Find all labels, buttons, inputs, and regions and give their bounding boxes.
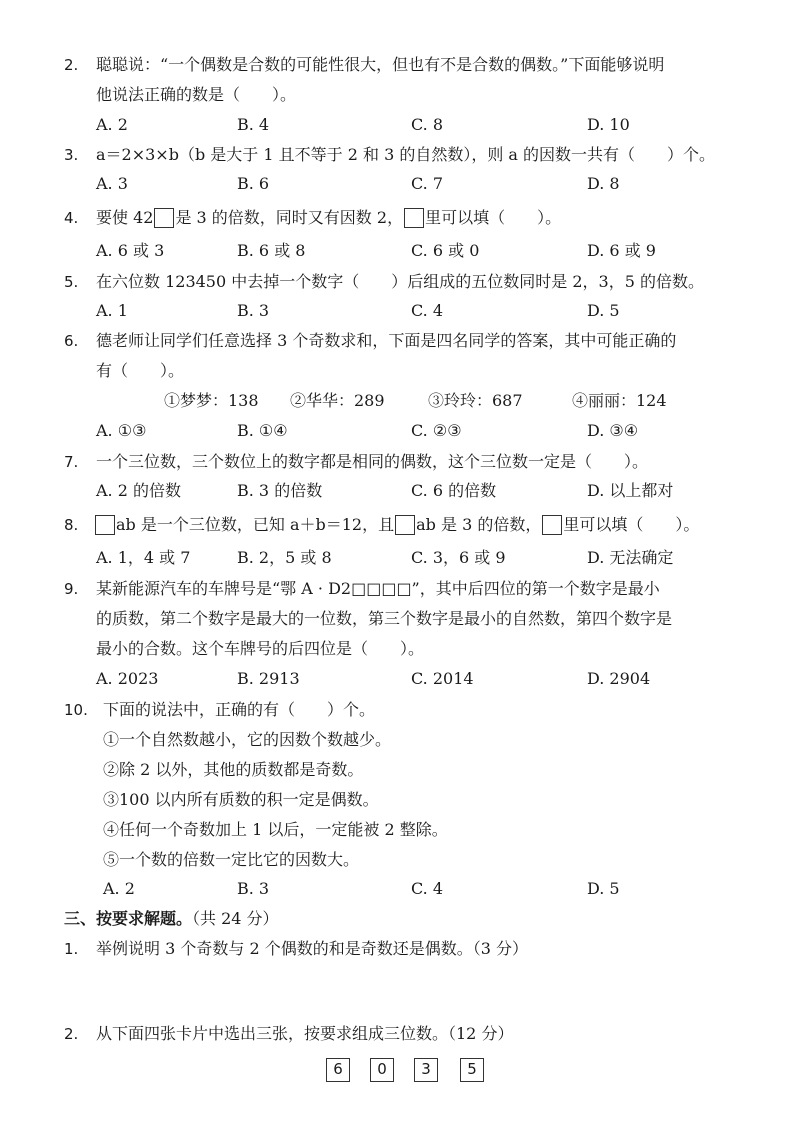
option-d: D. 2904: [587, 669, 651, 688]
option-a: A. 3: [96, 174, 128, 193]
option-a: A. 6 或 3: [96, 241, 165, 260]
question-text-part: ab 是一个三位数，已知 a＋b＝12，且: [116, 515, 395, 534]
option-a: A. 1: [96, 301, 128, 320]
option-b: B. 6: [237, 174, 270, 193]
question-text: 最小的合数。这个车牌号的后四位是（ ）。: [96, 639, 425, 658]
option-d: D. 8: [587, 174, 620, 193]
student-answer: ③玲玲：687: [428, 391, 523, 410]
section-heading: [64, 908, 279, 930]
section-score: （共 24 分）: [192, 909, 279, 928]
question-number: 6.: [64, 332, 79, 350]
option-d: D. 5: [587, 301, 620, 320]
option-d: D. 5: [587, 879, 620, 898]
blank-box: [95, 515, 115, 535]
section-title: 三、按要求解题。: [64, 909, 193, 928]
question-number: 2.: [64, 1025, 79, 1043]
student-answer: ①梦梦：138: [164, 391, 259, 410]
option-c: C. 7: [411, 174, 444, 193]
question-number: 1.: [64, 940, 79, 958]
option-a: A. 2: [96, 115, 128, 134]
question-number: 5.: [64, 273, 79, 291]
question-text: 从下面四张卡片中选出三张，按要求组成三位数。（12 分）: [96, 1024, 514, 1043]
blank-box: [154, 208, 174, 228]
option-d: D. ③④: [587, 421, 639, 440]
option-c: C. 4: [411, 301, 444, 320]
question-number: 7.: [64, 453, 79, 471]
option-b: B. 2913: [237, 669, 300, 688]
option-b: B. 3: [237, 879, 270, 898]
question-number: 4.: [64, 209, 79, 227]
question-text: a＝2×3×b（b 是大于 1 且不等于 2 和 3 的自然数），则 a 的因数一共有（ ）个。: [96, 145, 716, 164]
question-text: 有（ ）。: [96, 361, 185, 380]
option-d: D. 以上都对: [587, 481, 674, 500]
number-card: 3: [414, 1058, 438, 1082]
question-text: 下面的说法中，正确的有（ ）个。: [103, 700, 376, 719]
question-text-part: 里可以填（ ）。: [425, 208, 562, 227]
question-text: [94, 514, 699, 536]
question-text-part: 里可以填（ ）。: [563, 515, 700, 534]
question-number: 3.: [64, 146, 79, 164]
option-c: C. 6 的倍数: [411, 481, 497, 500]
question-text: 在六位数 123450 中去掉一个数字（ ）后组成的五位数同时是 2，3，5 的倍数。: [96, 272, 704, 291]
question-text: [96, 207, 561, 229]
number-card: 6: [326, 1058, 350, 1082]
number-card: 0: [370, 1058, 394, 1082]
question-text: 德老师让同学们任意选择 3 个奇数求和，下面是四名同学的答案，其中可能正确的: [96, 331, 677, 350]
option-c: C. 2014: [411, 669, 474, 688]
question-text-part: ab 是 3 的倍数，: [416, 515, 542, 534]
question-text-part: 要使 42: [96, 208, 154, 227]
statement: ②除 2 以外，其他的质数都是奇数。: [103, 760, 364, 779]
statement: ③100 以内所有质数的积一定是偶数。: [103, 790, 379, 809]
statement: ④任何一个奇数加上 1 以后，一定能被 2 整除。: [103, 820, 448, 839]
question-text-part: 是 3 的倍数，同时又有因数 2，: [175, 208, 404, 227]
option-c: C. ②③: [411, 421, 462, 440]
option-c: C. 4: [411, 879, 444, 898]
option-a: A. ①③: [96, 421, 147, 440]
blank-box: [395, 515, 415, 535]
question-number: 9.: [64, 580, 79, 598]
option-d: D. 无法确定: [587, 548, 674, 567]
question-number: 2.: [64, 56, 79, 74]
option-b: B. 3: [237, 301, 270, 320]
question-text: 举例说明 3 个奇数与 2 个偶数的和是奇数还是偶数。（3 分）: [96, 939, 528, 958]
blank-box: [404, 208, 424, 228]
option-b: B. 4: [237, 115, 270, 134]
option-c: C. 3，6 或 9: [411, 548, 506, 567]
option-a: A. 2 的倍数: [96, 481, 181, 500]
option-a: A. 2: [103, 879, 135, 898]
option-d: D. 6 或 9: [587, 241, 656, 260]
option-d: D. 10: [587, 115, 630, 134]
statement: ①一个自然数越小，它的因数个数越少。: [103, 730, 392, 749]
statement: ⑤一个数的倍数一定比它的因数大。: [103, 850, 360, 869]
option-a: A. 1，4 或 7: [96, 548, 191, 567]
question-text: 某新能源汽车的车牌号是“鄂 A · D2□□□□”，其中后四位的第一个数字是最小: [96, 579, 660, 598]
blank-box: [542, 515, 562, 535]
question-number: 8.: [64, 516, 79, 534]
option-b: B. ①④: [237, 421, 288, 440]
option-a: A. 2023: [96, 669, 159, 688]
question-text: 他说法正确的数是（ ）。: [96, 85, 297, 104]
option-b: B. 3 的倍数: [237, 481, 323, 500]
question-text: 一个三位数，三个数位上的数字都是相同的偶数，这个三位数一定是（ ）。: [96, 452, 649, 471]
option-b: B. 6 或 8: [237, 241, 306, 260]
option-b: B. 2，5 或 8: [237, 548, 332, 567]
student-answer: ②华华：289: [290, 391, 385, 410]
student-answer: ④丽丽：124: [572, 391, 667, 410]
option-c: C. 8: [411, 115, 444, 134]
question-number: 10.: [64, 701, 88, 719]
question-text: 聪聪说：“一个偶数是合数的可能性很大，但也有不是合数的偶数。”下面能够说明: [96, 55, 665, 74]
number-card: 5: [460, 1058, 484, 1082]
question-text: 的质数，第二个数字是最大的一位数，第三个数字是最小的自然数，第四个数字是: [96, 609, 673, 628]
option-c: C. 6 或 0: [411, 241, 480, 260]
